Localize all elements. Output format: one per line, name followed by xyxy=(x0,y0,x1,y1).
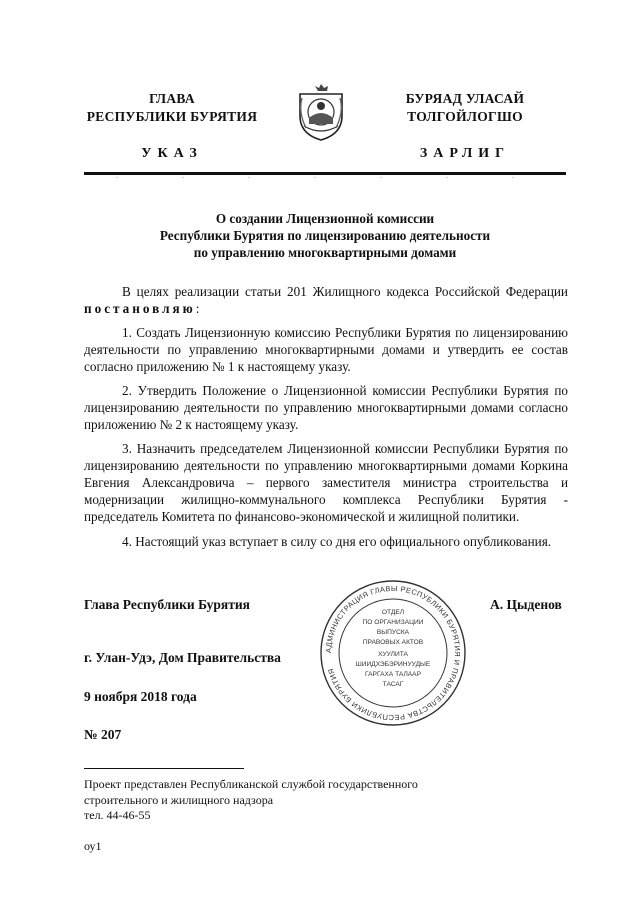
footnote-line2: строительного и жилищного надзора xyxy=(84,792,274,807)
doc-type-ru: УКАЗ xyxy=(141,146,203,161)
header-right xyxy=(372,90,558,126)
header-left-line1: ГЛАВА xyxy=(149,91,195,106)
coat-of-arms-icon xyxy=(294,82,348,142)
signatory-title: Глава Республики Бурятия xyxy=(84,597,250,612)
paragraph-2: 2. Утвердить Положение о Лицензионной комиссии Республики Бурятия по лицензированию деятельности по управлению многоквартирными домами согласно приложению № 2 к настоящему указу. xyxy=(84,383,568,432)
stamp-line: ШИИДХЭБЭРИНУУДЫЕ xyxy=(355,661,431,668)
footnote xyxy=(84,777,484,824)
footnote-line1: Проект представлен Республиканской службой государственного xyxy=(84,777,418,791)
header-left-line2: РЕСПУБЛИКИ БУРЯТИЯ xyxy=(86,109,258,124)
paragraph-3: 3. Назначить председателем Лицензионной комиссии Республики Бурятия по лицензированию деятельности по управлению многоквартирными домами Коркина Евгения Александровича – первого заместителя министра строительства и модернизации жилищно-коммунального комплекса Республики Бурятия - председатель Комитета по финансово-экономической и жилищной политики. xyxy=(84,441,568,524)
stamp-line: ХУУЛИТА xyxy=(378,651,408,658)
footnote-divider xyxy=(84,768,244,769)
decree-keyword: постановляю xyxy=(84,301,196,316)
footnote-phone: тел. 44-46-55 xyxy=(84,808,151,822)
stamp-line: ВЫПУСКА xyxy=(376,629,410,636)
title-line1: О создании Лицензионной комиссии xyxy=(215,211,435,226)
header-dotted-line xyxy=(84,176,566,179)
document-title xyxy=(100,210,550,261)
paragraph-4: 4. Настоящий указ вступает в силу со дня его официального опубликования. xyxy=(122,534,552,549)
stamp-line: ТАСАГ xyxy=(382,681,404,688)
header-divider xyxy=(84,172,566,175)
signatory-name: А. Цыденов xyxy=(490,597,562,612)
stamp-line: ГАРГАХА ТАЛААР xyxy=(365,671,421,678)
signing-place: г. Улан-Удэ, Дом Правительства xyxy=(84,650,281,665)
intro-paragraph xyxy=(84,283,568,317)
header-left xyxy=(78,90,266,126)
decree-number: № 207 xyxy=(84,727,122,742)
stamp-line: ПО ОРГАНИЗАЦИИ xyxy=(362,619,424,626)
official-stamp xyxy=(318,578,468,728)
title-line3: по управлению многоквартирными домами xyxy=(193,245,457,260)
stamp-ring-text: АДМИНИСТРАЦИЯ ГЛАВЫ РЕСПУБЛИКИ БУРЯТИЯ И ПРАВИТЕЛЬСТВА РЕСПУБЛИКИ БУРЯТИЯ xyxy=(323,583,463,723)
intro-end: : xyxy=(195,301,200,316)
doc-type-bua: ЗАРЛИГ xyxy=(419,146,511,161)
document-code: оу1 xyxy=(84,839,102,853)
signing-date: 9 ноября 2018 года xyxy=(84,689,197,704)
intro-text: В целях реализации статьи 201 Жилищного кодекса Российской Федерации xyxy=(122,284,568,299)
stamp-line: ПРАВОВЫХ АКТОВ xyxy=(362,639,424,646)
header-right-line1: БУРЯАД УЛАСАЙ xyxy=(405,91,525,106)
paragraph-1: 1. Создать Лицензионную комиссию Республики Бурятия по лицензированию деятельности по управлению многоквартирными домами и утвердить ее состав согласно приложению № 1 к настоящему указу. xyxy=(84,325,568,374)
header-right-line2: ТОЛГОЙЛОГШО xyxy=(407,109,523,124)
title-line2: Республики Бурятия по лицензированию деятельности xyxy=(159,228,491,243)
stamp-line: ОТДЕЛ xyxy=(381,609,405,616)
